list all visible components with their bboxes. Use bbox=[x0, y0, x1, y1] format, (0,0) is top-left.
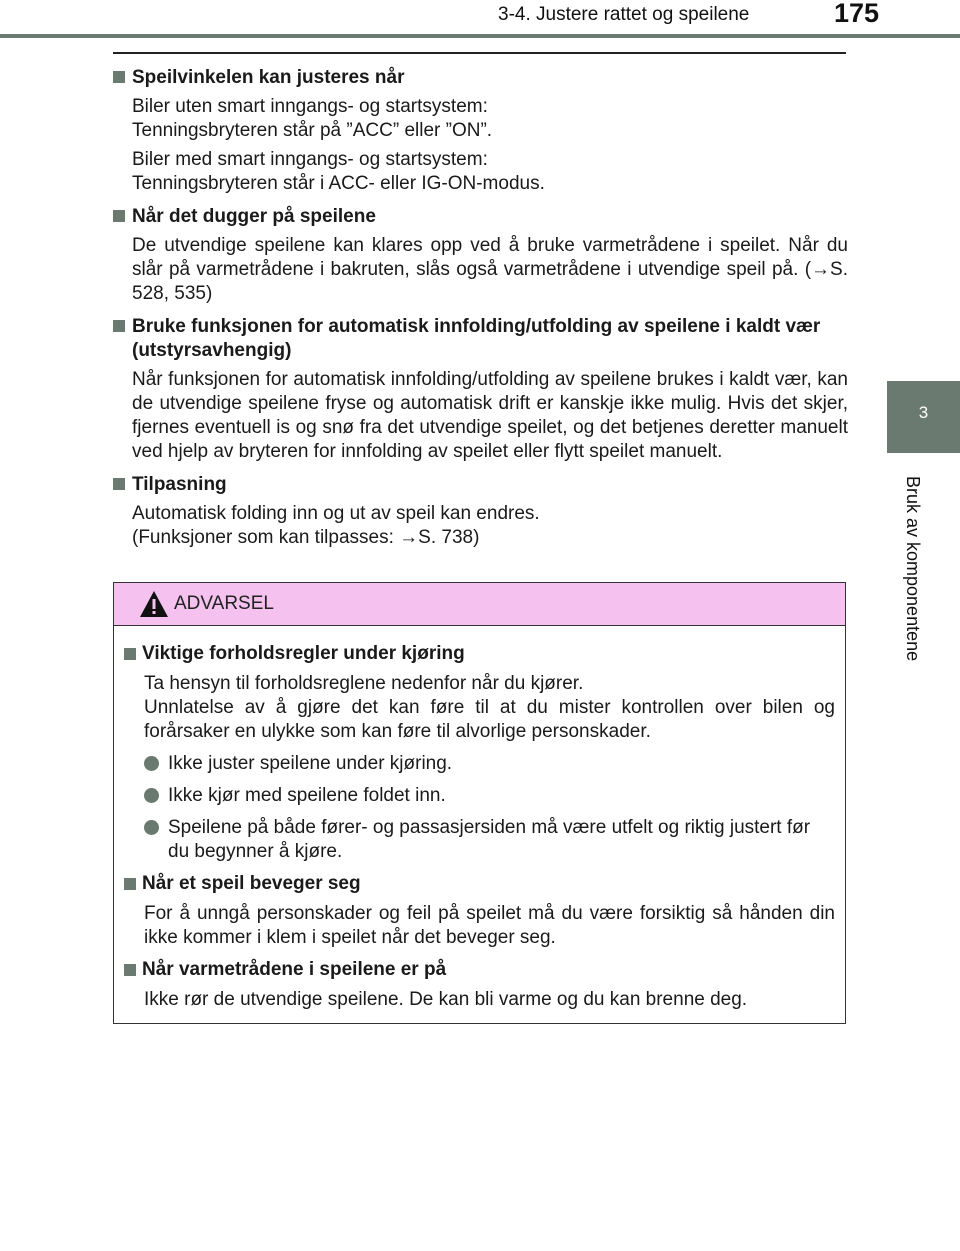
round-bullet-icon bbox=[144, 820, 159, 835]
text-line: Biler med smart inngangs- og startsystem: bbox=[132, 149, 488, 170]
bullet-item bbox=[124, 784, 835, 808]
chapter-title: Bruk av komponentene bbox=[903, 476, 923, 662]
section bbox=[113, 473, 848, 550]
section-heading: Speilvinkelen kan justeres når bbox=[132, 67, 405, 88]
bullet-item bbox=[124, 752, 835, 776]
paragraph bbox=[113, 95, 848, 143]
header-divider bbox=[0, 34, 960, 38]
warning-triangle-icon bbox=[138, 589, 170, 619]
text-line: De utvendige speilene kan klares opp ved å bruke varmetrådene i speilet. Når du slår på varmetrådene i bakruten, slås også varmetrådene i utvendige speil på. (→S. 528, 535) bbox=[132, 235, 848, 304]
warning-text bbox=[124, 902, 835, 950]
section-heading: Når det dugger på speilene bbox=[132, 206, 376, 227]
square-bullet-icon bbox=[113, 478, 125, 490]
warning-section bbox=[124, 642, 835, 864]
text-line: For å unngå personskader og feil på speilet må du være forsiktig så hånden din ikke kommer i klem i speilet når det beveger seg. bbox=[144, 903, 835, 948]
page-header bbox=[0, 0, 960, 34]
chapter-number: 3 bbox=[918, 403, 929, 422]
warning-title: ADVARSEL bbox=[174, 593, 274, 614]
paragraph bbox=[113, 368, 848, 464]
warning-section bbox=[124, 872, 835, 950]
square-bullet-icon bbox=[124, 878, 136, 890]
text-line: Automatisk folding inn og ut av speil kan endres. bbox=[132, 503, 540, 524]
square-bullet-icon bbox=[124, 964, 136, 976]
page-number: 175 bbox=[834, 0, 880, 28]
section-heading: Tilpasning bbox=[132, 474, 227, 495]
section bbox=[113, 66, 848, 196]
text-line: (Funksjoner som kan tilpasses: →S. 738) bbox=[132, 527, 480, 548]
warning-header bbox=[114, 583, 845, 626]
warning-text bbox=[124, 672, 835, 744]
warning-section bbox=[124, 958, 835, 1012]
paragraph bbox=[113, 502, 848, 550]
section-title: 3-4. Justere rattet og speilene bbox=[498, 4, 750, 25]
warning-heading: Når varmetrådene i speilene er på bbox=[142, 959, 447, 980]
text-line: Tenningsbryteren står i ACC- eller IG-ON-modus. bbox=[132, 173, 545, 194]
round-bullet-icon bbox=[144, 756, 159, 771]
round-bullet-icon bbox=[144, 788, 159, 803]
square-bullet-icon bbox=[113, 210, 125, 222]
main-content bbox=[113, 66, 848, 559]
bullet-text: Speilene på både fører- og passasjersiden må være utfelt og riktig justert før du begynner å kjøre. bbox=[168, 817, 811, 862]
warning-body bbox=[114, 626, 845, 1012]
bullet-text: Ikke kjør med speilene foldet inn. bbox=[168, 785, 446, 806]
square-bullet-icon bbox=[124, 648, 136, 660]
content-divider bbox=[113, 52, 846, 54]
square-bullet-icon bbox=[113, 320, 125, 332]
section-heading: Bruke funksjonen for automatisk innfolding/utfolding av speilene i kaldt vær (utstyrsavhengig) bbox=[132, 316, 821, 361]
bullet-item bbox=[124, 816, 835, 864]
paragraph bbox=[113, 148, 848, 196]
chapter-title-vertical bbox=[880, 466, 940, 686]
bullet-text: Ikke juster speilene under kjøring. bbox=[168, 753, 453, 774]
paragraph bbox=[113, 234, 848, 306]
warning-heading: Når et speil beveger seg bbox=[142, 873, 361, 894]
section bbox=[113, 205, 848, 306]
warning-text bbox=[124, 988, 835, 1012]
text-line: Biler uten smart inngangs- og startsystem: bbox=[132, 96, 488, 117]
chapter-tab bbox=[887, 381, 960, 453]
text-line: Unnlatelse av å gjøre det kan føre til at du mister kontrollen over bilen og forårsaker en ulykke som kan føre til alvorlige personskader. bbox=[144, 697, 835, 742]
section bbox=[113, 315, 848, 464]
text-line: Tenningsbryteren står på ”ACC” eller ”ON”. bbox=[132, 120, 493, 141]
warning-heading: Viktige forholdsregler under kjøring bbox=[142, 643, 465, 664]
text-line: Når funksjonen for automatisk innfolding/utfolding av speilene brukes i kaldt vær, kan de utvendige speilene fryse og automatisk drift er kanskje ikke mulig. Hvis det skjer, fjernes eventuell is og snø fra det utvendige speilet, og det betjenes deretter manuelt ved hjelp av bryteren for innfolding av speilet eller flytt speilet manuelt. bbox=[132, 369, 848, 462]
square-bullet-icon bbox=[113, 71, 125, 83]
text-line: Ta hensyn til forholdsreglene nedenfor når du kjører. bbox=[144, 673, 584, 694]
text-line: Ikke rør de utvendige speilene. De kan bli varme og du kan brenne deg. bbox=[144, 989, 748, 1010]
warning-box bbox=[113, 582, 846, 1024]
